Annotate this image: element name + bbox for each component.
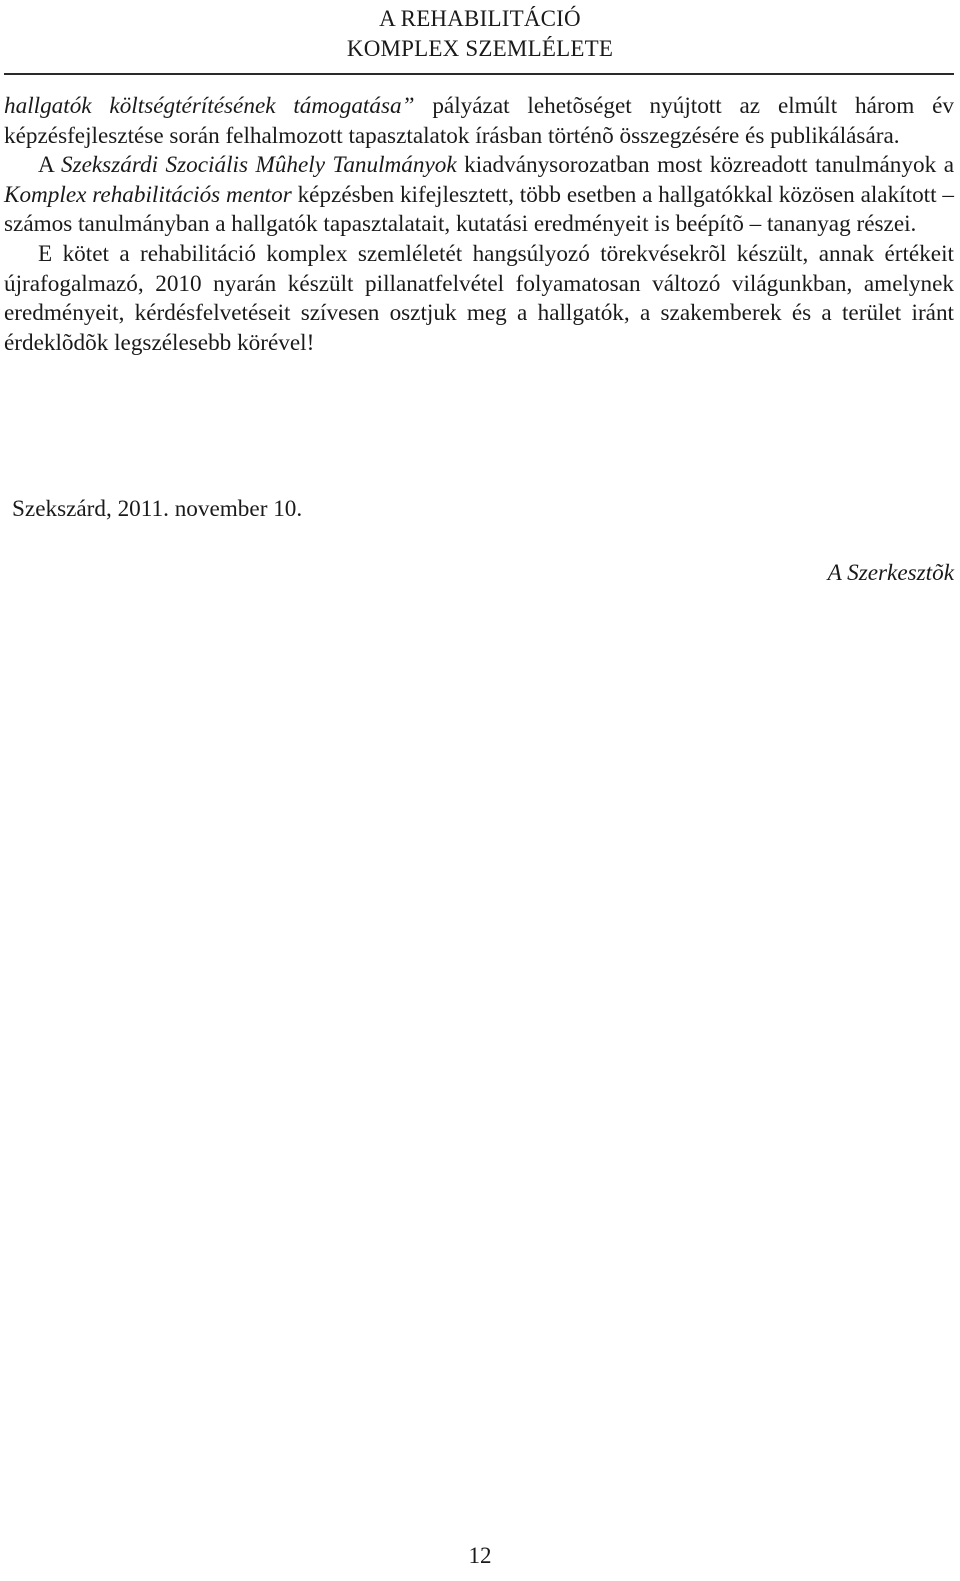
body-text	[4, 92, 954, 358]
italic-segment: Szekszárdi Szociális Mûhely Tanulmányok	[60, 152, 457, 179]
running-header	[0, 4, 960, 64]
header-line-1: A REHABILITÁCIÓ	[379, 6, 581, 31]
signature: A Szerkesztõk	[827, 560, 954, 586]
header-rule	[4, 73, 954, 75]
text-segment: E kötet a rehabilitáció komplex szemléletét hangsúlyozó törekvésekrõl készült, annak értékeit újrafogalmazó, 2010 nyarán készült pillanatfelvétel folyamatosan változó világunkban, amelynek eredményeit, kérdésfelvetéseit szívesen osztjuk meg a hallgatók, a szakemberek és a terület iránt érdeklõdõk legszélesebb körével!	[4, 240, 954, 356]
text-segment: kiadványsorozatban most közreadott tanulmányok a	[456, 152, 954, 179]
text-segment: A	[38, 152, 61, 179]
page-number: 12	[468, 1543, 492, 1568]
italic-segment: Komplex rehabilitációs mentor	[4, 181, 292, 208]
text-segment: pályázat lehetõséget nyújtott az elmúlt három év képzésfejlesztése során felhalmozott tapasztalatok írásban történõ összegzésére és publikálására.	[4, 93, 954, 149]
italic-segment: hallgatók költségtérítésének támogatása”	[4, 93, 415, 119]
dateline: Szekszárd, 2011. november 10.	[12, 496, 303, 522]
paragraph-3	[4, 240, 954, 358]
paragraph-1	[4, 92, 954, 151]
paragraph-2	[4, 151, 954, 240]
header-line-2: KOMPLEX SZEMLÉLETE	[346, 36, 614, 61]
text-segment: képzésben kifejlesztett, több esetben a hallgatókkal közösen alakított – számos tanulmányban a hallgatók tapasztalatait, kutatási eredményeit is beépítõ – tananyag részei.	[4, 181, 954, 238]
